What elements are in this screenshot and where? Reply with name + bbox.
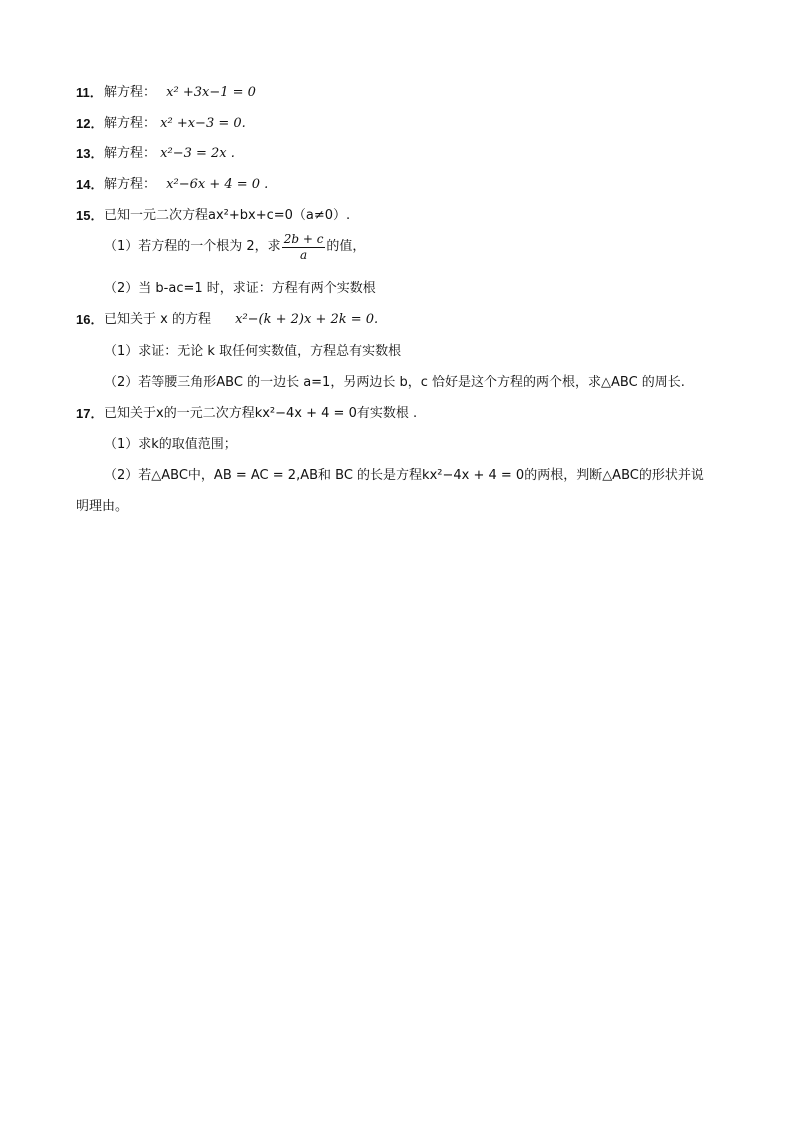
problem-number: 17．: [76, 406, 104, 421]
equation: x²−3 = 2x .: [160, 146, 235, 161]
equation: x²−6x + 4 = 0 .: [166, 177, 269, 192]
problem-number: 16．: [76, 312, 104, 327]
sub-question-text: 的值，: [326, 239, 366, 254]
problem-text: [104, 311, 378, 329]
equation: x²−(k + 2)x + 2k = 0.: [235, 312, 379, 327]
sub-question-continuation: 明理由。: [76, 499, 129, 514]
equation: x² +3x−1 = 0: [166, 85, 256, 100]
fraction-numerator: 2b + c: [283, 232, 324, 246]
problem-label: 解方程：: [104, 85, 157, 100]
problem-stem: 已知一元二次方程ax²+bx+c=0（a≠0）.: [104, 208, 351, 223]
problem-text: [104, 84, 256, 102]
sub-question: （1）求k的取值范围；: [104, 437, 237, 452]
sub-question: [104, 232, 365, 262]
problem-number: 13．: [76, 146, 104, 161]
fraction-denominator: a: [299, 248, 308, 262]
problem-stem: 已知关于x的一元二次方程kx²−4x + 4 = 0有实数根 .: [104, 406, 418, 421]
sub-question: （2）当 b-ac=1 时，求证：方程有两个实数根: [104, 281, 376, 296]
problem-number: 12．: [76, 116, 104, 131]
problem-number: 14．: [76, 177, 104, 192]
problem-label: 解方程：: [104, 146, 157, 161]
problem-label: 解方程：: [104, 116, 157, 131]
sub-question: （2）若△ABC中，AB = AC = 2,AB和 BC 的长是方程kx²−4x + 4 = 0的两根，判断△ABC的形状并说: [104, 468, 704, 483]
fraction: [282, 232, 326, 262]
problem-number: 15．: [76, 208, 104, 223]
problem-label: 解方程：: [104, 177, 157, 192]
problem-stem: 已知关于 x 的方程: [104, 312, 211, 327]
sub-question-text: （1）若方程的一个根为 2，求: [104, 239, 281, 254]
problem-text: [104, 115, 246, 133]
equation: x² +x−3 = 0.: [160, 116, 246, 131]
sub-question: （2）若等腰三角形ABC 的一边长 a=1，另两边长 b，c 恰好是这个方程的两个根，求△ABC 的周长.: [104, 375, 685, 390]
problem-text: [104, 176, 268, 194]
problem-text: [104, 145, 235, 163]
problem-number: 11．: [76, 85, 103, 100]
sub-question: （1）求证：无论 k 取任何实数值，方程总有实数根: [104, 344, 402, 359]
